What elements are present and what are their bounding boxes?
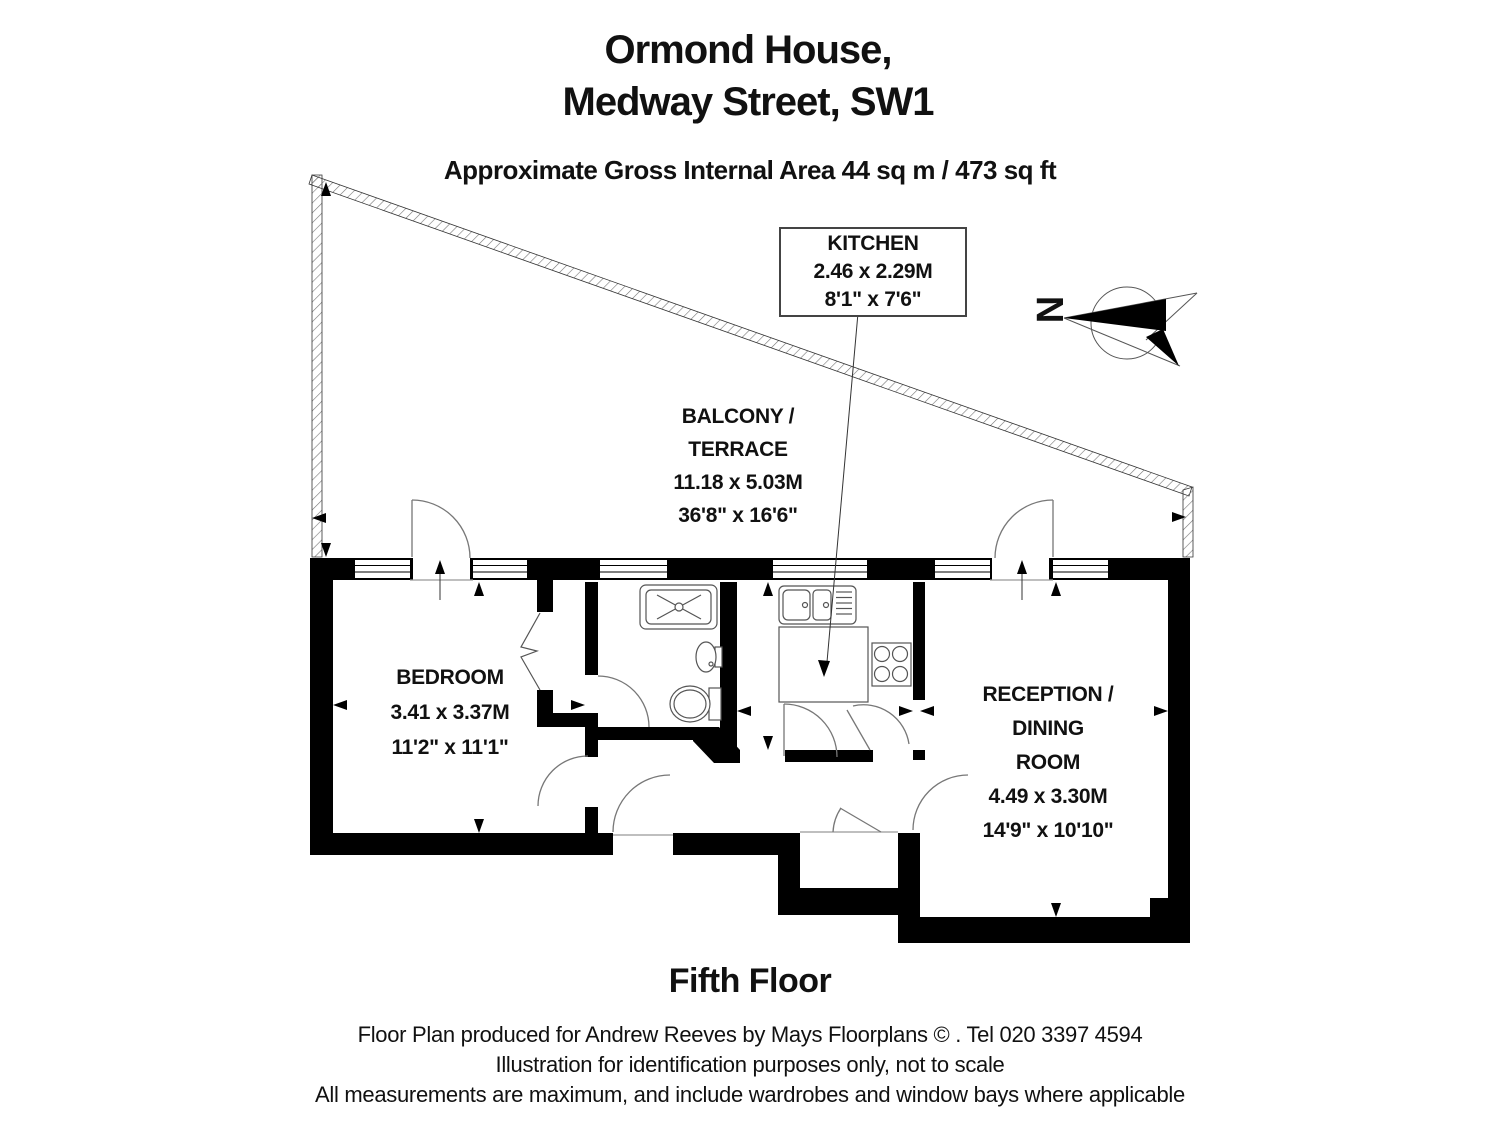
reception-label	[983, 678, 1114, 848]
wall-kitchen-west	[720, 582, 737, 763]
door-bathroom	[598, 676, 649, 727]
kitchen-callout-box	[779, 227, 967, 317]
wall-kitchen-reception	[913, 582, 925, 700]
shower-tray	[640, 585, 717, 629]
arrow-reception-up	[1051, 582, 1061, 596]
arrow-balcony-down	[321, 543, 331, 557]
window-kitchen	[773, 558, 867, 580]
balcony-name-line1: BALCONY /	[681, 405, 795, 428]
door-bedroom	[538, 756, 588, 806]
window-bedroom-2	[473, 558, 527, 580]
bedroom-label	[391, 660, 510, 765]
footer-disclaimer: Illustration for identification purposes only, not to scale	[495, 1052, 1005, 1077]
arrow-kitchen-up	[763, 582, 773, 596]
arrow-bedroom-up	[474, 582, 484, 596]
fixtures	[521, 585, 911, 722]
window-reception-1	[935, 558, 990, 580]
window-reception-2	[1053, 558, 1108, 580]
balcony-metric: 11.18 x 5.03M	[673, 471, 803, 494]
north-label: N	[1030, 295, 1073, 324]
wall-hall-bottom	[673, 833, 778, 855]
bedroom-name: BEDROOM	[396, 666, 504, 689]
balcony-imperial: 36'8" x 16'6"	[678, 504, 798, 527]
door-entrance	[613, 775, 673, 835]
wall-reception-bottom	[898, 917, 1190, 943]
reception-name-line2: DINING	[1012, 717, 1084, 740]
page-title-line2: Medway Street, SW1	[562, 80, 934, 124]
north-arrow-icon	[1064, 287, 1197, 366]
kitchen-metric: 2.46 x 2.29M	[813, 260, 933, 283]
wall-kitchen-reception-stub	[913, 750, 925, 760]
wall-bedroom-bottom	[310, 833, 613, 855]
wall-bed-bath-upper	[585, 582, 598, 675]
page-title-line1: Ormond House,	[604, 28, 892, 72]
arrow-kitchen-left	[737, 706, 751, 716]
kitchen-name: KITCHEN	[827, 232, 919, 255]
wall-left	[310, 558, 333, 855]
toilet	[670, 686, 721, 722]
window-bathroom	[600, 558, 667, 580]
window-bedroom-1	[355, 558, 410, 580]
wall-bath-south	[598, 727, 697, 740]
bedroom-metric: 3.41 x 3.37M	[390, 701, 510, 724]
reception-name-line1: RECEPTION /	[982, 683, 1114, 706]
wall-top-4	[867, 558, 935, 580]
arrow-bedroom-down	[474, 819, 484, 833]
kitchen-sink	[779, 586, 856, 624]
footer-measurements-note: All measurements are maximum, and include wardrobes and window bays where applicable	[315, 1082, 1185, 1107]
reception-metric: 4.49 x 3.30M	[988, 785, 1108, 808]
wall-top-3	[667, 558, 773, 580]
arrow-reception-down	[1051, 903, 1061, 917]
balcony-label	[673, 400, 802, 532]
arrow-reception-right	[1154, 706, 1168, 716]
wall-bed-bath-lower	[585, 807, 598, 833]
wall-closet-rail	[537, 713, 598, 727]
footer-credit: Floor Plan produced for Andrew Reeves by Mays Floorplans © . Tel 020 3397 4594	[357, 1022, 1143, 1047]
reception-imperial: 14'9" x 10'10"	[982, 819, 1114, 842]
floor-label: Fifth Floor	[668, 962, 832, 1000]
balcony-name-line2: TERRACE	[688, 438, 788, 461]
arrow-kitchen-down	[763, 736, 773, 750]
arrow-kitchen-right	[899, 706, 913, 716]
arrow-reception-left	[920, 706, 934, 716]
door-cupboard	[800, 808, 898, 832]
door-lobby-reception	[913, 775, 968, 830]
wall-bed-bath-mid	[585, 727, 598, 757]
wall-top-2	[527, 558, 600, 580]
kitchen-imperial: 8'1" x 7'6"	[824, 288, 922, 311]
balcony-wall-right	[1183, 487, 1193, 557]
area-subtitle: Approximate Gross Internal Area 44 sq m / 473 sq ft	[443, 155, 1057, 185]
arrow-bedroom-left	[333, 700, 347, 710]
bedroom-imperial: 11'2" x 11'1"	[391, 736, 509, 759]
balcony-wall-left	[312, 175, 322, 557]
wardrobe-bifold-door	[521, 613, 540, 690]
washbasin	[696, 642, 722, 672]
hob	[872, 643, 911, 686]
wall-kitchen-south	[785, 750, 873, 762]
reception-name-line3: ROOM	[1015, 751, 1081, 774]
wall-right	[1168, 558, 1190, 943]
arrow-bedroom-right	[571, 700, 585, 710]
door-kitchen-hall	[784, 704, 837, 757]
wall-closet-stub-top	[537, 578, 553, 612]
